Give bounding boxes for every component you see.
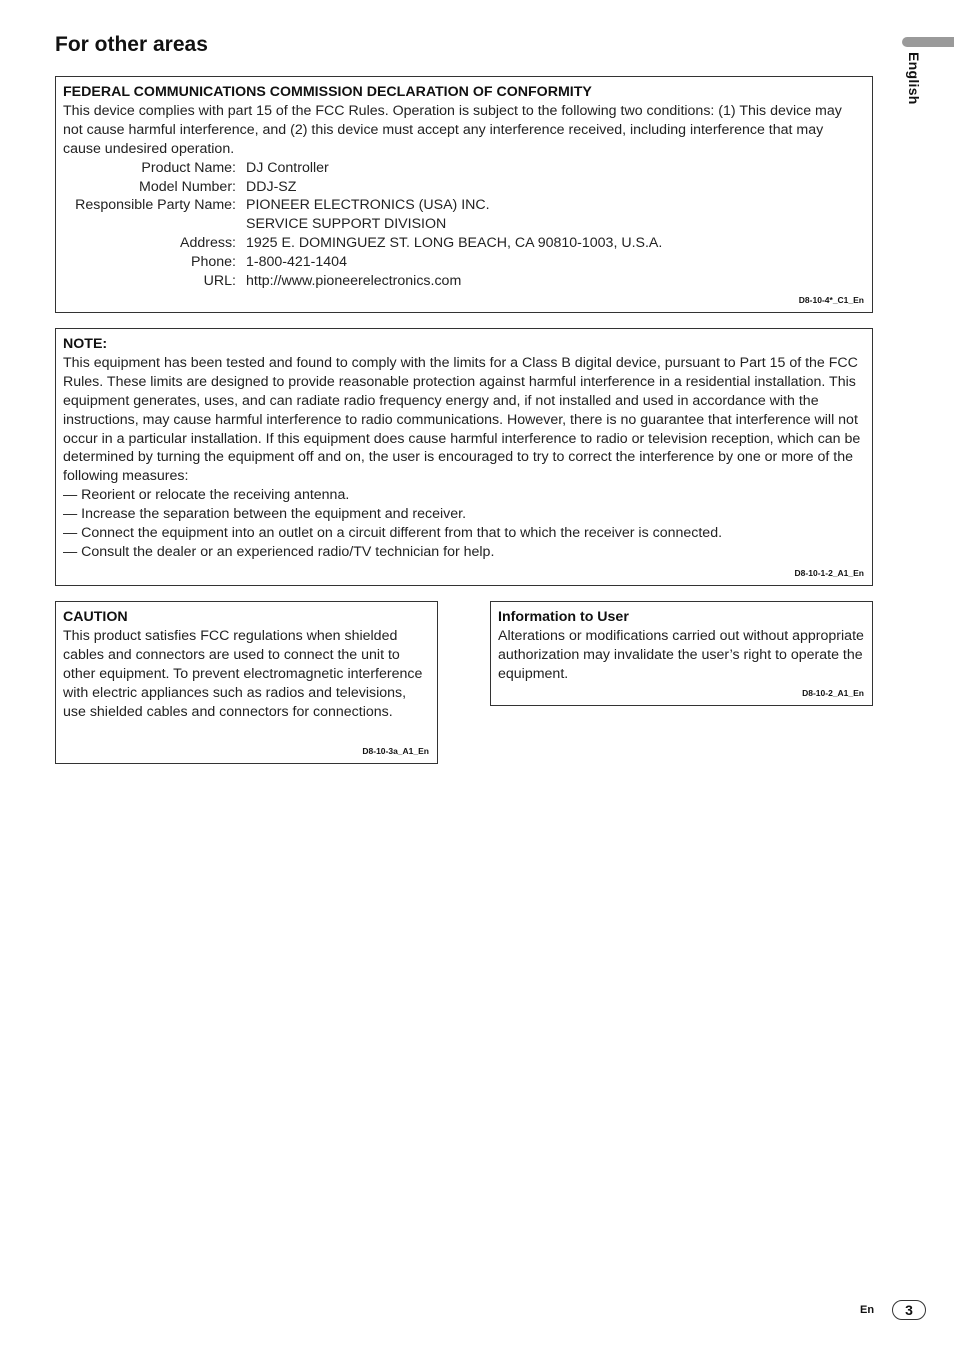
note-measure-item: — Consult the dealer or an experienced radio/TV technician for help. bbox=[63, 543, 495, 560]
note-box bbox=[55, 328, 873, 586]
information-to-user-box bbox=[490, 601, 873, 706]
fcc-label: Phone: bbox=[191, 254, 236, 271]
fcc-value: SERVICE SUPPORT DIVISION bbox=[246, 216, 447, 233]
note-doc-code: D8-10-1-2_A1_En bbox=[794, 568, 864, 578]
caution-box bbox=[55, 601, 438, 764]
language-tab-marker bbox=[902, 37, 954, 47]
fcc-value: 1925 E. DOMINGUEZ ST. LONG BEACH, CA 90810-1003, U.S.A. bbox=[246, 235, 663, 252]
fcc-label: Product Name: bbox=[141, 159, 236, 176]
caution-doc-code: D8-10-3a_A1_En bbox=[362, 746, 429, 756]
caution-heading: CAUTION bbox=[63, 609, 128, 625]
fcc-row-model-number bbox=[63, 178, 662, 197]
fcc-label: Address: bbox=[180, 235, 236, 252]
info-user-doc-code: D8-10-2_A1_En bbox=[802, 688, 864, 698]
fcc-label: URL: bbox=[203, 273, 236, 290]
footer-language-code: En bbox=[860, 1304, 875, 1316]
note-heading: NOTE: bbox=[63, 336, 108, 352]
fcc-info-table bbox=[63, 159, 662, 291]
fcc-label bbox=[63, 215, 246, 234]
fcc-value: DJ Controller bbox=[246, 159, 329, 176]
fcc-row-phone bbox=[63, 253, 662, 272]
caution-body: This product satisfies FCC regulations when shielded cables and connectors are used to connect the unit to other equipment. To prevent electromagnetic interference with electric appliances such as radios and televisions, use shielded cables and connectors for connections. bbox=[63, 627, 423, 720]
fcc-body: This device complies with part 15 of the FCC Rules. Operation is subject to the following two conditions: (1) This device may not cause harmful interference, and (2) this device must accept any interference received, including interference that may cause undesired operation. bbox=[63, 102, 842, 157]
info-user-body: Alterations or modifications carried out without appropriate authorization may invalidate the user’s right to operate the equipment. bbox=[498, 627, 864, 682]
note-body: This equipment has been tested and found to comply with the limits for a Class B digital device, pursuant to Part 15 of the FCC Rules. These limits are designed to provide reasonable protection against harmful interference in a residential installation. This equipment generates, uses, and can radiate radio frequency energy and, if not installed and used in accordance with the instructions, may cause harmful interference to radio communications. However, there is no guarantee that interference will not occur in a particular installation. If this equipment does cause harmful interference to radio or television reception, which can be determined by turning the equipment off and on, the user is encouraged to try to correct the interference by one or more of the following measures: bbox=[63, 354, 861, 485]
language-tab-label: English bbox=[906, 52, 922, 105]
note-measure-item: — Reorient or relocate the receiving antenna. bbox=[63, 487, 350, 504]
fcc-heading: FEDERAL COMMUNICATIONS COMMISSION DECLARATION OF CONFORMITY bbox=[63, 84, 592, 100]
note-measure-item: — Connect the equipment into an outlet on a circuit different from that to which the receiver is connected. bbox=[63, 525, 723, 542]
fcc-row-responsible-party-division bbox=[63, 215, 662, 234]
info-user-heading: Information to User bbox=[498, 609, 629, 625]
fcc-row-product-name bbox=[63, 159, 662, 178]
fcc-row-responsible-party bbox=[63, 196, 662, 215]
fcc-value: 1-800-421-1404 bbox=[246, 254, 347, 271]
page-number: 3 bbox=[892, 1300, 926, 1320]
fcc-label: Model Number: bbox=[139, 178, 236, 195]
fcc-doc-code: D8-10-4*_C1_En bbox=[798, 295, 864, 305]
fcc-declaration-box bbox=[55, 76, 873, 313]
fcc-url: http://www.pioneerelectronics.com bbox=[246, 273, 462, 290]
fcc-value: PIONEER ELECTRONICS (USA) INC. bbox=[246, 197, 490, 214]
fcc-label: Responsible Party Name: bbox=[75, 197, 236, 214]
note-measure-item: — Increase the separation between the equipment and receiver. bbox=[63, 506, 467, 523]
page-title: For other areas bbox=[55, 33, 208, 56]
fcc-row-address bbox=[63, 234, 662, 253]
fcc-value: DDJ-SZ bbox=[246, 178, 297, 195]
fcc-row-url bbox=[63, 272, 662, 291]
